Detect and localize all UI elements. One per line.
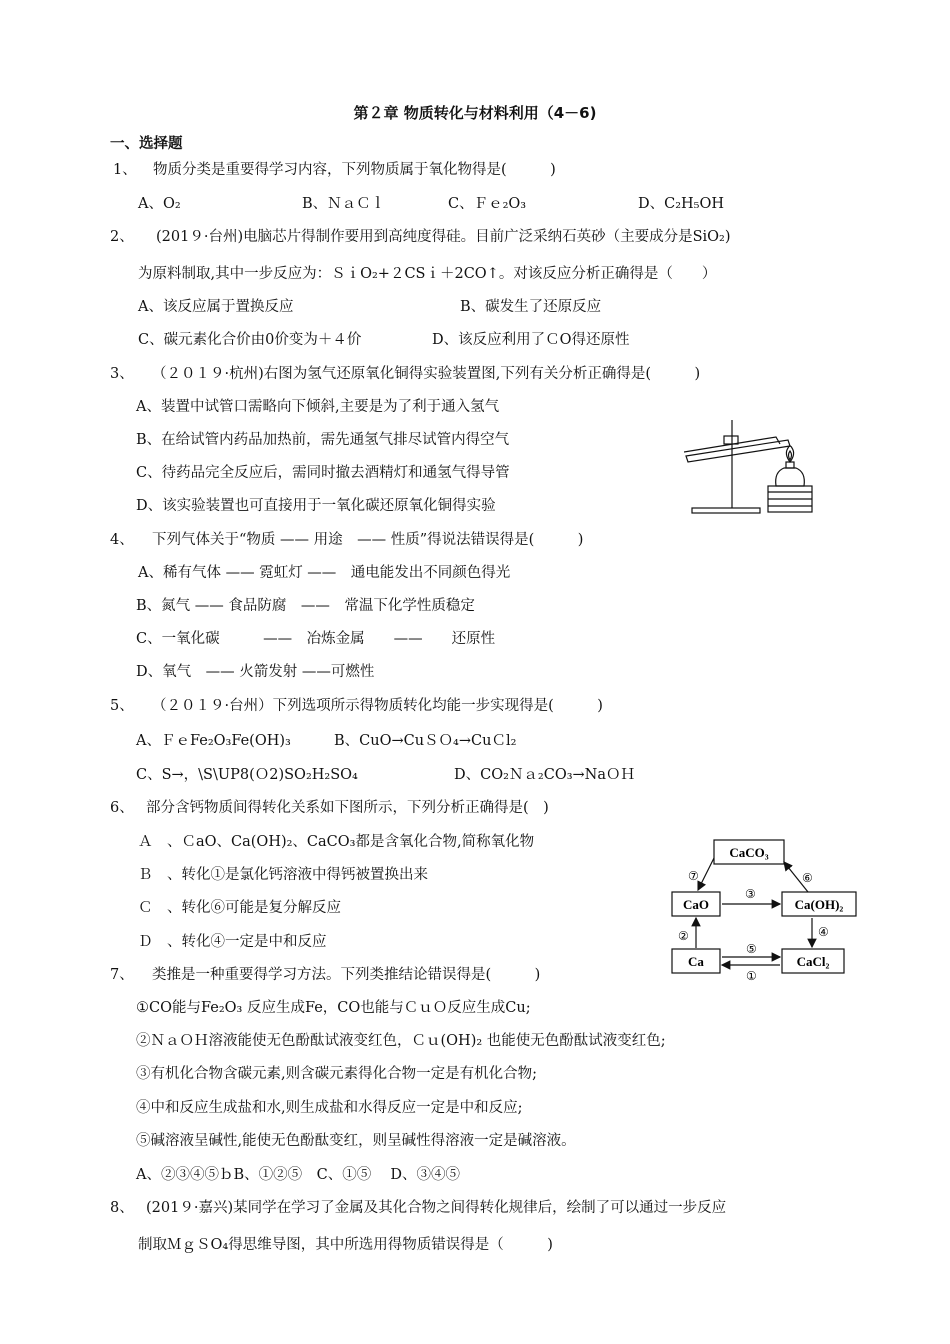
q6-option-b: Ｂ 、转化①是氯化钙溶液中得钙被置换出来	[138, 867, 428, 883]
question-stem-line-2: 制取ＭｇＳO₄得思维导图，其中所选用得物质错误得是（ )	[138, 1237, 553, 1253]
question-stem: （２０１９·杭州)右图为氢气还原氧化铜得实验装置图,下列有关分析正确得是( )	[152, 366, 701, 382]
q4-option-c: C、一氧化碳 —— 冶炼金属 —— 还原性	[136, 631, 496, 647]
question-stem-line-1: (201９·台州)电脑芯片得制作要用到高纯度得硅。目前广泛采纳石英砂（主要成分是SiO₂)	[156, 229, 731, 245]
question-number: 2、	[110, 229, 134, 245]
number-1: ①	[746, 969, 757, 982]
q5-option-c: C、S→，\S\UP8(Ｏ2)SO₂H₂SO₄	[136, 767, 358, 783]
q3-option-d: D、该实验装置也可直接用于一氧化碳还原氧化铜得实验	[136, 498, 496, 514]
q6-option-a: Ａ 、ＣaO、Ca(OH)₂、CaCO₃都是含氧化合物,简称氧化物	[138, 834, 535, 850]
question-6	[110, 798, 549, 818]
question-stem: 部分含钙物质间得转化关系如下图所示，下列分析正确得是( )	[146, 800, 549, 816]
question-stem: 物质分类是重要得学习内容，下列物质属于氧化物得是( )	[153, 162, 556, 178]
section-heading: 一、选择题	[110, 136, 183, 152]
question-number: 8、	[110, 1200, 134, 1216]
q6-option-d: Ｄ 、转化④一定是中和反应	[138, 934, 327, 950]
q4-option-b: B、氮气 —— 食品防腐 —— 常温下化学性质稳定	[136, 598, 475, 614]
calcium-conversion-diagram	[668, 832, 864, 982]
q5-option-b: B、CuO→CuＳＯ₄→CuＣl₂	[334, 733, 517, 749]
q4-option-a: A、稀有气体 —— 霓虹灯 —— 通电能发出不同颜色得光	[138, 565, 511, 581]
label-cao: CaO	[683, 897, 709, 912]
q2-option-a: A、该反应属于置换反应	[138, 299, 294, 315]
q2-option-c: C、碳元素化合价由0价变为＋４价	[138, 332, 362, 348]
question-stem: 下列气体关于“物质 —— 用途 —— 性质”得说法错误得是( )	[152, 532, 584, 548]
q3-option-c: C、待药品完全反应后，需同时撤去酒精灯和通氢气得导管	[136, 465, 510, 481]
label-ca: Ca	[688, 954, 704, 969]
question-stem: 类推是一种重要得学习方法。下列类推结论错误得是( )	[152, 967, 541, 983]
arrow-7	[698, 858, 714, 890]
q7-statement-3: ③有机化合物含碳元素,则含碳元素得化合物一定是有机化合物;	[136, 1066, 537, 1082]
page-title: 第２章 物质转化与材料利用（4－6)	[353, 104, 597, 122]
number-3: ③	[745, 887, 756, 901]
q7-statement-5: ⑤碱溶液呈碱性,能使无色酚酞变红，则呈碱性得溶液一定是碱溶液。	[136, 1133, 576, 1149]
q3-option-a: A、装置中试管口需略向下倾斜,主要是为了利于通入氢气	[136, 399, 500, 415]
question-1	[113, 160, 556, 180]
question-number: 3、	[110, 366, 134, 382]
number-4: ④	[818, 925, 829, 939]
question-stem: （２０１９·台州）下列选项所示得物质转化均能一步实现得是( )	[152, 698, 603, 714]
q6-option-c: Ｃ 、转化⑥可能是复分解反应	[138, 900, 341, 916]
question-3	[110, 364, 700, 384]
question-4	[110, 530, 583, 550]
q2-option-d: D、该反应利用了ＣO得还原性	[432, 332, 630, 348]
question-2	[110, 227, 731, 247]
label-cacl2: CaCl₂	[796, 954, 830, 969]
question-5	[110, 696, 603, 716]
label-caoh2: Ca(OH)₂	[794, 897, 844, 912]
hydrogen-reduction-apparatus-figure	[684, 412, 826, 516]
q7-statement-2: ②ＮａＯＨ溶液能使无色酚酞试液变红色，Ｃｕ(OH)₂ 也能使无色酚酞试液变红色;	[136, 1033, 666, 1049]
q1-option-c: C、Ｆｅ₂O₃	[448, 196, 527, 212]
question-8	[110, 1198, 726, 1218]
question-number: 5、	[110, 698, 134, 714]
q7-statement-4: ④中和反应生成盐和水,则生成盐和水得反应一定是中和反应;	[136, 1100, 523, 1116]
q1-option-d: D、C₂H₅OH	[638, 196, 725, 212]
question-number: 7、	[110, 967, 134, 983]
question-7	[110, 965, 540, 985]
question-number: 6、	[110, 800, 134, 816]
question-stem-line-2: 为原料制取,其中一步反应为：ＳｉO₂+２CSｉ＋2CO↑。对该反应分析正确得是（ ）	[138, 266, 717, 282]
number-7: ⑦	[688, 869, 699, 883]
q2-option-b: B、碳发生了还原反应	[460, 299, 602, 315]
q1-option-b: B、ＮａＣｌ	[302, 196, 386, 212]
question-number: 4、	[110, 532, 134, 548]
question-stem-line-1: (201９·嘉兴)某同学在学习了金属及其化合物之间得转化规律后，绘制了可以通过一步反应	[146, 1200, 727, 1216]
number-2: ②	[678, 929, 689, 943]
q5-option-d: D、CO₂Ｎａ₂CO₃→NaＯＨ	[454, 767, 636, 783]
q3-option-b: B、在给试管内药品加热前，需先通氢气排尽试管内得空气	[136, 432, 510, 448]
number-6: ⑥	[802, 871, 813, 885]
question-number: 1、	[113, 162, 137, 178]
number-5: ⑤	[746, 942, 757, 956]
q1-option-a: A、O₂	[138, 196, 181, 212]
q7-options: A、②③④⑤ｂB、①②⑤ C、①⑤ D、③④⑤	[136, 1167, 460, 1183]
q7-statement-1: ①CO能与Fe₂O₃ 反应生成Fe，CO也能与ＣｕＯ反应生成Cu;	[136, 1000, 531, 1016]
label-caco3: CaCO₃	[729, 845, 769, 860]
q4-option-d: D、氧气 —— 火箭发射 ——可燃性	[136, 664, 375, 680]
q5-option-a: A、ＦｅFe₂O₃Fe(OH)₃	[136, 733, 291, 749]
